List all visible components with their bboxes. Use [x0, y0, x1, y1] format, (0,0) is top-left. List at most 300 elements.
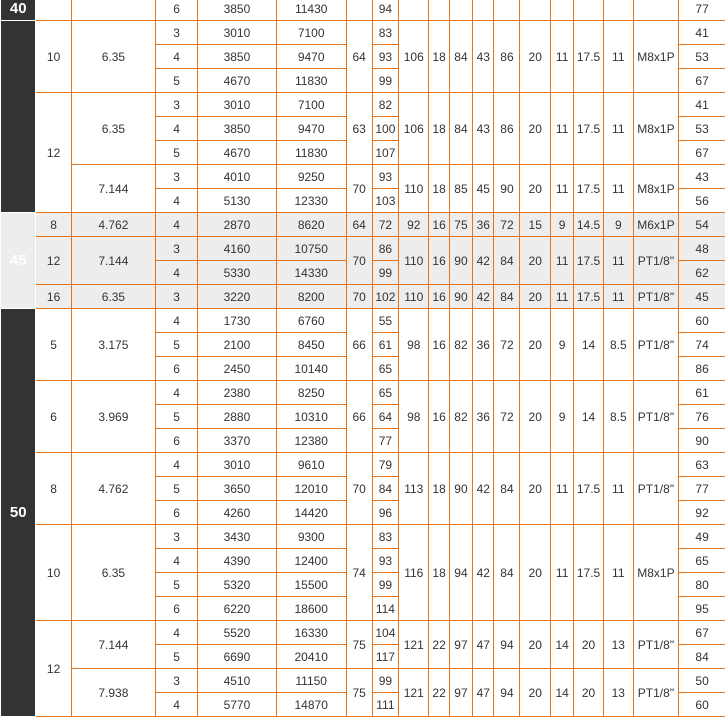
cell: 94 — [372, 0, 399, 21]
cell: 45 — [473, 165, 494, 213]
cell: 13 — [603, 621, 633, 669]
cell: 5 — [36, 309, 71, 381]
cell: 106 — [399, 21, 429, 93]
cell: 17.5 — [574, 165, 604, 213]
cell: 9 — [551, 309, 574, 381]
cell: 82 — [449, 381, 472, 453]
cell: 110 — [399, 237, 429, 285]
cell: 16 — [36, 285, 71, 309]
cell: 1730 — [198, 309, 277, 333]
cell: 18 — [429, 525, 449, 621]
group-cell-40: 40 — [1, 0, 36, 21]
table-row — [1, 381, 725, 405]
cell — [520, 0, 551, 21]
cell: 11 — [551, 453, 574, 525]
cell: 86 — [372, 237, 399, 261]
cell: 99 — [372, 261, 399, 285]
cell: 16 — [429, 213, 449, 237]
table-row — [1, 669, 725, 693]
cell: 83 — [372, 525, 399, 549]
cell: 11830 — [276, 141, 346, 165]
cell: 17.5 — [574, 93, 604, 165]
cell: 77 — [679, 477, 725, 501]
cell: 3850 — [198, 117, 277, 141]
cell: 2880 — [198, 405, 277, 429]
cell — [633, 0, 678, 21]
cell: 5 — [156, 333, 198, 357]
cell: 54 — [679, 213, 725, 237]
cell: 3 — [156, 237, 198, 261]
group-cell-50: 50 — [1, 309, 36, 717]
cell: 11 — [603, 93, 633, 165]
cell: 4510 — [198, 669, 277, 693]
table-row — [1, 237, 725, 261]
cell: 63 — [679, 453, 725, 477]
cell: 53 — [679, 45, 725, 69]
cell: 42 — [473, 453, 494, 525]
cell: 121 — [399, 621, 429, 669]
cell: 20 — [520, 381, 551, 453]
cell: 84 — [372, 477, 399, 501]
cell — [449, 0, 472, 21]
cell: 20 — [520, 453, 551, 525]
cell: 12 — [36, 237, 71, 285]
cell: 98 — [399, 381, 429, 453]
cell: 3 — [156, 165, 198, 189]
cell: 9610 — [276, 453, 346, 477]
cell: 17.5 — [574, 285, 604, 309]
cell: 11 — [603, 237, 633, 285]
cell: M8x1P — [633, 165, 678, 213]
cell: 36 — [473, 213, 494, 237]
cell: 11 — [551, 525, 574, 621]
cell: 3.175 — [71, 309, 155, 381]
cell: 14870 — [276, 693, 346, 717]
cell: 6 — [36, 381, 71, 453]
cell: 11 — [551, 237, 574, 285]
cell: 96 — [372, 501, 399, 525]
cell: 60 — [679, 309, 725, 333]
cell: 4010 — [198, 165, 277, 189]
cell: PT1/8" — [633, 309, 678, 381]
cell: 10140 — [276, 357, 346, 381]
cell: 4 — [156, 45, 198, 69]
cell: 5330 — [198, 261, 277, 285]
cell: 36 — [473, 381, 494, 453]
table-row — [1, 621, 725, 645]
cell: 42 — [473, 285, 494, 309]
cell: 3370 — [198, 429, 277, 453]
cell: 90 — [679, 429, 725, 453]
cell: 3 — [156, 93, 198, 117]
cell: 3010 — [198, 21, 277, 45]
cell: 4 — [156, 381, 198, 405]
group-cell-45: 45 — [1, 213, 36, 309]
cell: 4 — [156, 117, 198, 141]
cell: 17.5 — [574, 21, 604, 93]
cell: 20 — [574, 669, 604, 717]
cell: 93 — [372, 549, 399, 573]
cell: 70 — [346, 237, 372, 285]
cell: 11 — [551, 165, 574, 213]
cell: 8 — [36, 213, 71, 237]
cell: 15 — [520, 213, 551, 237]
table-row — [1, 309, 725, 333]
cell: 62 — [679, 261, 725, 285]
cell: 7100 — [276, 93, 346, 117]
cell: 86 — [679, 357, 725, 381]
cell: 4160 — [198, 237, 277, 261]
cell: 36 — [473, 309, 494, 381]
cell: 14 — [551, 669, 574, 717]
table-row — [1, 0, 725, 21]
cell: 17.5 — [574, 453, 604, 525]
cell: 18 — [429, 453, 449, 525]
cell: 3220 — [198, 285, 277, 309]
cell: 10310 — [276, 405, 346, 429]
cell: M8x1P — [633, 21, 678, 93]
cell: 6 — [156, 357, 198, 381]
cell: 20 — [520, 21, 551, 93]
cell: 20 — [520, 525, 551, 621]
cell: 9470 — [276, 117, 346, 141]
cell: PT1/8" — [633, 285, 678, 309]
cell: 121 — [399, 669, 429, 717]
cell: 110 — [399, 285, 429, 309]
cell — [346, 0, 372, 21]
cell: 103 — [372, 189, 399, 213]
cell: 4670 — [198, 141, 277, 165]
cell: 104 — [372, 621, 399, 645]
cell: 6 — [156, 0, 198, 21]
cell: 12 — [36, 93, 71, 213]
cell: 14 — [574, 381, 604, 453]
cell: 16 — [429, 309, 449, 381]
cell — [429, 0, 449, 21]
cell: 3.969 — [71, 381, 155, 453]
cell: 56 — [679, 189, 725, 213]
cell: 60 — [679, 693, 725, 717]
cell: PT1/8" — [633, 453, 678, 525]
cell: 111 — [372, 693, 399, 717]
cell: 76 — [679, 405, 725, 429]
cell: 41 — [679, 21, 725, 45]
cell: PT1/8" — [633, 621, 678, 669]
cell: 106 — [399, 93, 429, 165]
cell: 82 — [449, 309, 472, 381]
cell: 5770 — [198, 693, 277, 717]
cell: 65 — [679, 549, 725, 573]
cell: 72 — [372, 213, 399, 237]
cell: 77 — [679, 0, 725, 21]
table-row — [1, 525, 725, 549]
cell: 75 — [449, 213, 472, 237]
cell: 16 — [429, 381, 449, 453]
cell: 13 — [603, 669, 633, 717]
cell: 86 — [494, 93, 520, 165]
cell: 4 — [156, 213, 198, 237]
cell: 99 — [372, 669, 399, 693]
cell: 7.144 — [71, 621, 155, 669]
cell: 97 — [449, 669, 472, 717]
cell: 8620 — [276, 213, 346, 237]
table-row — [1, 21, 725, 45]
cell: 5 — [156, 477, 198, 501]
cell — [473, 0, 494, 21]
cell: 7.144 — [71, 165, 155, 213]
cell: 75 — [346, 669, 372, 717]
cell: 84 — [494, 525, 520, 621]
cell: 72 — [494, 213, 520, 237]
cell: 11430 — [276, 0, 346, 21]
cell — [574, 0, 604, 21]
cell: 110 — [399, 165, 429, 213]
cell: 77 — [372, 429, 399, 453]
cell: 7100 — [276, 21, 346, 45]
cell: PT1/8" — [633, 669, 678, 717]
cell: 7.938 — [71, 669, 155, 717]
cell: 22 — [429, 669, 449, 717]
cell: 5520 — [198, 621, 277, 645]
cell: 65 — [372, 381, 399, 405]
cell: 4.762 — [71, 453, 155, 525]
cell: 2380 — [198, 381, 277, 405]
cell: 4 — [156, 309, 198, 333]
cell: 72 — [494, 381, 520, 453]
cell: 5 — [156, 645, 198, 669]
cell: 6760 — [276, 309, 346, 333]
cell: 20 — [574, 621, 604, 669]
cell: 5 — [156, 69, 198, 93]
cell: 84 — [449, 93, 472, 165]
cell: 4390 — [198, 549, 277, 573]
cell: 102 — [372, 285, 399, 309]
cell: 6690 — [198, 645, 277, 669]
cell: 66 — [346, 381, 372, 453]
cell: 90 — [449, 237, 472, 285]
cell: 63 — [346, 93, 372, 165]
cell: 3 — [156, 669, 198, 693]
cell: 4.762 — [71, 213, 155, 237]
cell — [36, 0, 71, 21]
cell: 49 — [679, 525, 725, 549]
cell: 9 — [603, 213, 633, 237]
cell: 6.35 — [71, 525, 155, 621]
cell: 5320 — [198, 573, 277, 597]
cell: PT1/8" — [633, 381, 678, 453]
cell: 43 — [473, 93, 494, 165]
cell: 94 — [494, 621, 520, 669]
cell: 67 — [679, 621, 725, 645]
cell: 20 — [520, 669, 551, 717]
cell: 9250 — [276, 165, 346, 189]
cell: 12380 — [276, 429, 346, 453]
cell: 90 — [449, 453, 472, 525]
cell: 99 — [372, 69, 399, 93]
cell: 12 — [36, 621, 71, 717]
cell: 48 — [679, 237, 725, 261]
cell: 75 — [346, 621, 372, 669]
cell: 18 — [429, 21, 449, 93]
cell: 70 — [346, 165, 372, 213]
cell: 3010 — [198, 93, 277, 117]
cell: 22 — [429, 621, 449, 669]
cell: 47 — [473, 669, 494, 717]
cell: 10 — [36, 21, 71, 93]
cell: 98 — [399, 309, 429, 381]
cell: 83 — [372, 21, 399, 45]
cell: 61 — [372, 333, 399, 357]
cell: 3850 — [198, 0, 277, 21]
cell: 17.5 — [574, 525, 604, 621]
cell: 14 — [551, 621, 574, 669]
cell: 8250 — [276, 381, 346, 405]
cell: 9 — [551, 381, 574, 453]
cell: 4 — [156, 549, 198, 573]
cell: 53 — [679, 117, 725, 141]
cell: 4670 — [198, 69, 277, 93]
cell: 6 — [156, 501, 198, 525]
cell: 4 — [156, 693, 198, 717]
cell: PT1/8" — [633, 237, 678, 285]
cell: 50 — [679, 669, 725, 693]
cell: 55 — [372, 309, 399, 333]
cell: 42 — [473, 525, 494, 621]
table-row — [1, 165, 725, 189]
cell: 14.5 — [574, 213, 604, 237]
group-cell-40-continued — [1, 21, 36, 213]
cell: 94 — [449, 525, 472, 621]
cell: 6 — [156, 597, 198, 621]
cell — [399, 0, 429, 21]
cell: 90 — [449, 285, 472, 309]
cell: 20 — [520, 621, 551, 669]
cell: 4 — [156, 189, 198, 213]
cell: 8.5 — [603, 381, 633, 453]
cell: 9 — [551, 213, 574, 237]
cell: 6.35 — [71, 21, 155, 93]
cell: 70 — [346, 453, 372, 525]
cell: 82 — [372, 93, 399, 117]
cell: 12010 — [276, 477, 346, 501]
cell: 11830 — [276, 69, 346, 93]
cell: 2100 — [198, 333, 277, 357]
cell: 65 — [372, 357, 399, 381]
cell: 116 — [399, 525, 429, 621]
cell: 3010 — [198, 453, 277, 477]
cell: 16 — [429, 285, 449, 309]
cell: 117 — [372, 645, 399, 669]
table-row — [1, 285, 725, 309]
cell: 84 — [449, 21, 472, 93]
cell — [603, 0, 633, 21]
cell: 93 — [372, 45, 399, 69]
cell: 94 — [494, 669, 520, 717]
cell: 11 — [551, 93, 574, 165]
cell: 67 — [679, 141, 725, 165]
cell: 14420 — [276, 501, 346, 525]
cell: 61 — [679, 381, 725, 405]
cell: 84 — [679, 645, 725, 669]
cell: 90 — [494, 165, 520, 213]
table-row — [1, 213, 725, 237]
cell: 93 — [372, 165, 399, 189]
cell — [71, 0, 155, 21]
cell: 5 — [156, 405, 198, 429]
cell: 74 — [346, 525, 372, 621]
cell: 8450 — [276, 333, 346, 357]
cell: 80 — [679, 573, 725, 597]
cell: 4260 — [198, 501, 277, 525]
cell: 45 — [679, 285, 725, 309]
cell: 99 — [372, 573, 399, 597]
cell: 20 — [520, 285, 551, 309]
cell: 12400 — [276, 549, 346, 573]
cell: 6.35 — [71, 93, 155, 165]
cell: 11 — [603, 165, 633, 213]
cell: 4 — [156, 261, 198, 285]
cell: M6x1P — [633, 213, 678, 237]
cell: 10 — [36, 525, 71, 621]
table-body — [1, 0, 725, 717]
cell: 9470 — [276, 45, 346, 69]
cell: 3650 — [198, 477, 277, 501]
cell: 42 — [473, 237, 494, 285]
cell: 20 — [520, 237, 551, 285]
cell: 5 — [156, 573, 198, 597]
cell — [494, 0, 520, 21]
cell: 3 — [156, 21, 198, 45]
cell: 95 — [679, 597, 725, 621]
cell: 72 — [494, 309, 520, 381]
cell: 85 — [449, 165, 472, 213]
cell: 7.144 — [71, 237, 155, 285]
cell: 20 — [520, 309, 551, 381]
cell: 74 — [679, 333, 725, 357]
cell: 6 — [156, 429, 198, 453]
cell: 3 — [156, 525, 198, 549]
cell: 92 — [679, 501, 725, 525]
cell: 43 — [473, 21, 494, 93]
cell — [551, 0, 574, 21]
cell: 100 — [372, 117, 399, 141]
cell: 14 — [574, 309, 604, 381]
cell: 18600 — [276, 597, 346, 621]
cell: 67 — [679, 69, 725, 93]
cell: 66 — [346, 309, 372, 381]
cell: 20410 — [276, 645, 346, 669]
cell: 64 — [346, 213, 372, 237]
cell: 11 — [603, 525, 633, 621]
cell: 4 — [156, 453, 198, 477]
cell: 84 — [494, 237, 520, 285]
cell: 8200 — [276, 285, 346, 309]
cell: 17.5 — [574, 237, 604, 285]
cell: 6220 — [198, 597, 277, 621]
cell: 10750 — [276, 237, 346, 261]
cell: 18 — [429, 93, 449, 165]
cell: 84 — [494, 285, 520, 309]
cell: 113 — [399, 453, 429, 525]
cell: 16 — [429, 237, 449, 285]
cell: 2450 — [198, 357, 277, 381]
cell: 5130 — [198, 189, 277, 213]
cell: M8x1P — [633, 93, 678, 165]
table-row — [1, 93, 725, 117]
cell: 20 — [520, 165, 551, 213]
cell: 3850 — [198, 45, 277, 69]
cell: 11 — [603, 453, 633, 525]
